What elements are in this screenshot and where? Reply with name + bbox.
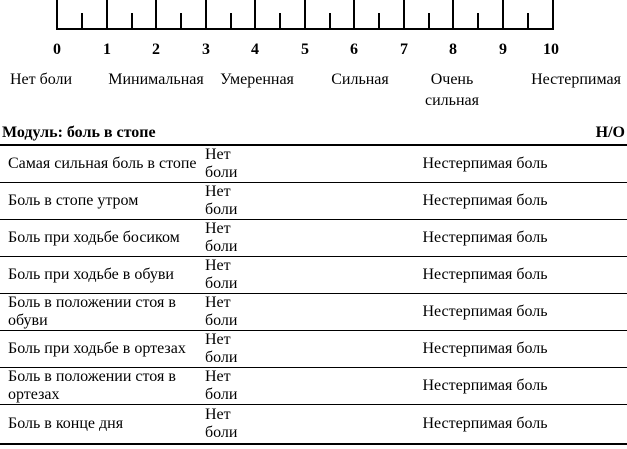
ruler-tick-minor (477, 13, 479, 30)
question-cell: Боль в стопе утром (8, 192, 139, 209)
left-anchor-cell (205, 183, 343, 219)
scale-number-8: 8 (449, 41, 457, 58)
right-anchor-cell: Нестерпимая боль (422, 415, 548, 432)
question-cell: Боль при ходьбе в обуви (8, 266, 174, 283)
question-cell: Боль в положении стоя в обуви (8, 294, 176, 329)
right-anchor-cell: Нестерпимая боль (422, 192, 548, 209)
scale-number-7: 7 (400, 41, 408, 58)
ruler-tick-major (304, 0, 306, 30)
ruler-tick-major (552, 0, 554, 30)
right-anchor-cell: Нестерпимая боль (422, 229, 548, 246)
scale-descriptor-severe: Сильная (331, 71, 389, 88)
left-anchor-label: Нет боли (205, 368, 238, 403)
ruler-tick-major (403, 0, 405, 30)
right-anchor-cell: Нестерпимая боль (422, 266, 548, 283)
ruler-tick-major (502, 0, 504, 30)
ruler-tick-minor (180, 13, 182, 30)
table-row (0, 183, 627, 220)
table-row (0, 294, 627, 331)
ruler-tick-major (254, 0, 256, 30)
question-cell: Боль при ходьбе в ортезах (8, 340, 186, 357)
table-row (0, 220, 627, 257)
scale-number-3: 3 (202, 41, 210, 58)
ruler-tick-major (452, 0, 454, 30)
ruler-tick-minor (329, 13, 331, 30)
ruler-tick-minor (279, 13, 281, 30)
scale-number-0: 0 (53, 41, 61, 58)
scale-number-5: 5 (301, 41, 309, 58)
ruler-tick-minor (81, 13, 83, 30)
left-anchor-cell (205, 220, 343, 256)
scale-descriptor-very-severe: Очень сильная (425, 71, 479, 109)
scale-number-1: 1 (103, 41, 111, 58)
pain-scale-ruler (0, 0, 627, 31)
table-row (0, 257, 627, 294)
table-row (0, 331, 627, 368)
left-anchor-label: Нет боли (205, 257, 238, 292)
ruler-tick-major (205, 0, 207, 30)
scale-number-6: 6 (350, 41, 358, 58)
left-anchor-cell (205, 368, 343, 404)
na-header: Н/О (595, 124, 625, 141)
scale-number-9: 9 (499, 41, 507, 58)
left-anchor-label: Нет боли (205, 331, 238, 366)
right-anchor-cell: Нестерпимая боль (422, 340, 548, 357)
scale-number-10: 10 (543, 41, 559, 58)
left-anchor-cell (205, 294, 343, 330)
table-row (0, 405, 627, 445)
question-cell: Боль при ходьбе босиком (8, 229, 180, 246)
right-anchor-cell: Нестерпимая боль (422, 303, 548, 320)
ruler-tick-major (353, 0, 355, 30)
question-cell: Боль в положении стоя в ортезах (8, 368, 176, 403)
scale-descriptor-moderate: Умеренная (220, 71, 294, 88)
module-header (0, 124, 627, 144)
left-anchor-label: Нет боли (205, 146, 238, 181)
ruler-tick-major (56, 0, 58, 30)
left-anchor-cell (205, 331, 343, 367)
scale-number-2: 2 (152, 41, 160, 58)
right-anchor-cell: Нестерпимая боль (422, 377, 548, 394)
scale-descriptor-minimal: Минимальная (108, 71, 204, 88)
ruler-tick-major (155, 0, 157, 30)
left-anchor-label: Нет боли (205, 220, 238, 255)
right-anchor-cell: Нестерпимая боль (422, 155, 548, 172)
table-row (0, 146, 627, 183)
ruler-tick-major (106, 0, 108, 30)
scale-descriptor-unbearable: Нестерпимая (531, 71, 621, 88)
question-cell: Боль в конце дня (8, 415, 124, 432)
left-anchor-cell (205, 405, 343, 443)
ruler-tick-minor (428, 13, 430, 30)
question-cell: Самая сильная боль в стопе (8, 155, 197, 172)
ruler-tick-minor (230, 13, 232, 30)
table-row (0, 368, 627, 405)
module-title: Модуль: боль в стопе (2, 124, 156, 141)
left-anchor-cell (205, 146, 343, 182)
left-anchor-cell (205, 257, 343, 293)
left-anchor-label: Нет боли (205, 294, 238, 329)
left-anchor-label: Нет боли (205, 183, 238, 218)
pain-module-table (0, 144, 627, 445)
scale-descriptor-no-pain: Нет боли (9, 71, 73, 88)
ruler-tick-minor (131, 13, 133, 30)
scale-number-4: 4 (251, 41, 259, 58)
ruler-tick-minor (527, 13, 529, 30)
ruler-tick-minor (378, 13, 380, 30)
left-anchor-label: Нет боли (205, 406, 238, 441)
